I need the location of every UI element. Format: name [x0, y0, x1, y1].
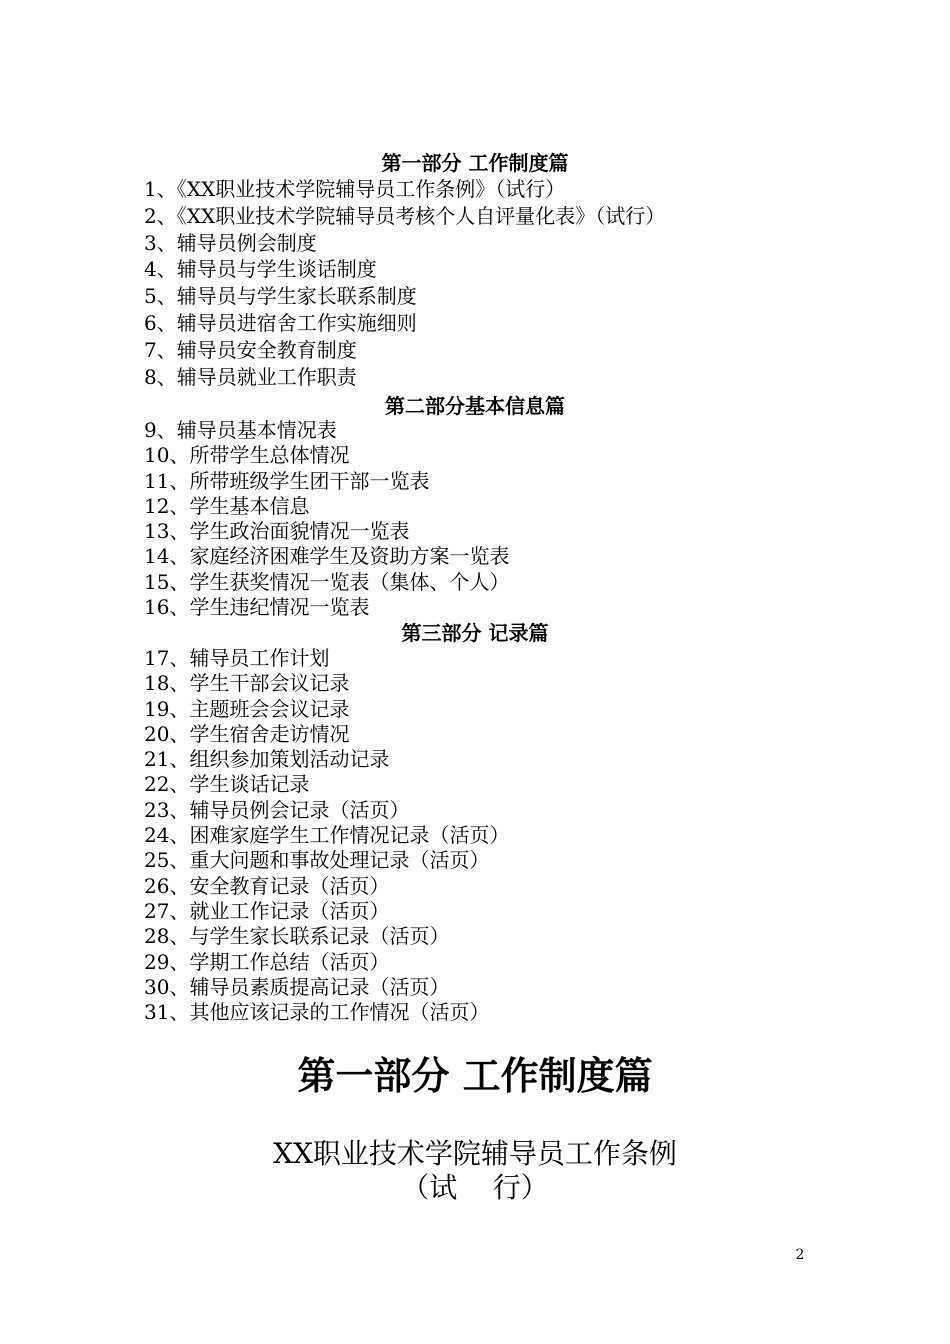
toc-part1-list: [144, 176, 665, 390]
toc-item: 8、辅导员就业工作职责: [144, 364, 357, 389]
toc-item: 21、组织参加策划活动记录: [144, 747, 390, 772]
toc-item: 25、重大问题和事故处理记录（活页）: [144, 848, 490, 873]
toc-item: 18、学生干部会议记录: [144, 671, 350, 696]
toc-part2-list: [144, 418, 509, 620]
toc-item: 22、学生谈话记录: [144, 772, 310, 797]
toc-part2-heading: 第二部分基本信息篇: [385, 394, 565, 418]
toc-item: 16、学生违纪情况一览表: [144, 595, 370, 620]
toc-item: 2、《XX职业技术学院辅导员考核个人自评量化表》（试行）: [144, 203, 666, 228]
toc-item: 14、家庭经济困难学生及资助方案一览表: [144, 544, 510, 569]
toc-part1-heading: 第一部分 工作制度篇: [381, 151, 569, 175]
toc-item: 5、辅导员与学生家长联系制度: [144, 284, 417, 309]
document-trial-note: （试 行）: [401, 1171, 549, 1204]
toc-part3-heading: 第三部分 记录篇: [401, 621, 549, 645]
toc-item: 26、安全教育记录（活页）: [144, 873, 390, 898]
toc-item: 24、困难家庭学生工作情况记录（活页）: [144, 823, 510, 848]
toc-item: 17、辅导员工作计划: [144, 646, 330, 670]
toc-item: 3、辅导员例会制度: [144, 230, 317, 255]
toc-item: 28、与学生家长联系记录（活页）: [144, 924, 450, 949]
toc-item: 6、辅导员进宿舍工作实施细则: [144, 310, 417, 335]
page-number: 2: [795, 1247, 805, 1263]
document-title: XX职业技术学院辅导员工作条例: [273, 1137, 677, 1170]
toc-item: 31、其他应该记录的工作情况（活页）: [144, 1000, 490, 1025]
toc-item: 29、学期工作总结（活页）: [144, 949, 390, 974]
toc-item: 7、辅导员安全教育制度: [144, 337, 357, 362]
toc-item: 20、学生宿舍走访情况: [144, 721, 350, 746]
toc-item: 27、就业工作记录（活页）: [144, 898, 390, 923]
toc-item: 1、《XX职业技术学院辅导员工作条例》（试行）: [144, 177, 566, 201]
section-title: 第一部分 工作制度篇: [297, 1054, 653, 1098]
toc-item: 10、所带学生总体情况: [144, 443, 350, 468]
toc-item: 11、所带班级学生团干部一览表: [144, 468, 430, 493]
toc-part3-list: [144, 646, 509, 1025]
toc-item: 13、学生政治面貌情况一览表: [144, 519, 410, 544]
toc-item: 15、学生获奖情况一览表（集体、个人）: [144, 569, 510, 594]
toc-item: 4、辅导员与学生谈话制度: [144, 257, 377, 282]
toc-item: 12、学生基本信息: [144, 493, 310, 518]
toc-item: 9、辅导员基本情况表: [144, 418, 337, 442]
toc-item: 30、辅导员素质提高记录（活页）: [144, 974, 450, 999]
toc-item: 23、辅导员例会记录（活页）: [144, 797, 410, 822]
toc-item: 19、主题班会会议记录: [144, 696, 350, 721]
